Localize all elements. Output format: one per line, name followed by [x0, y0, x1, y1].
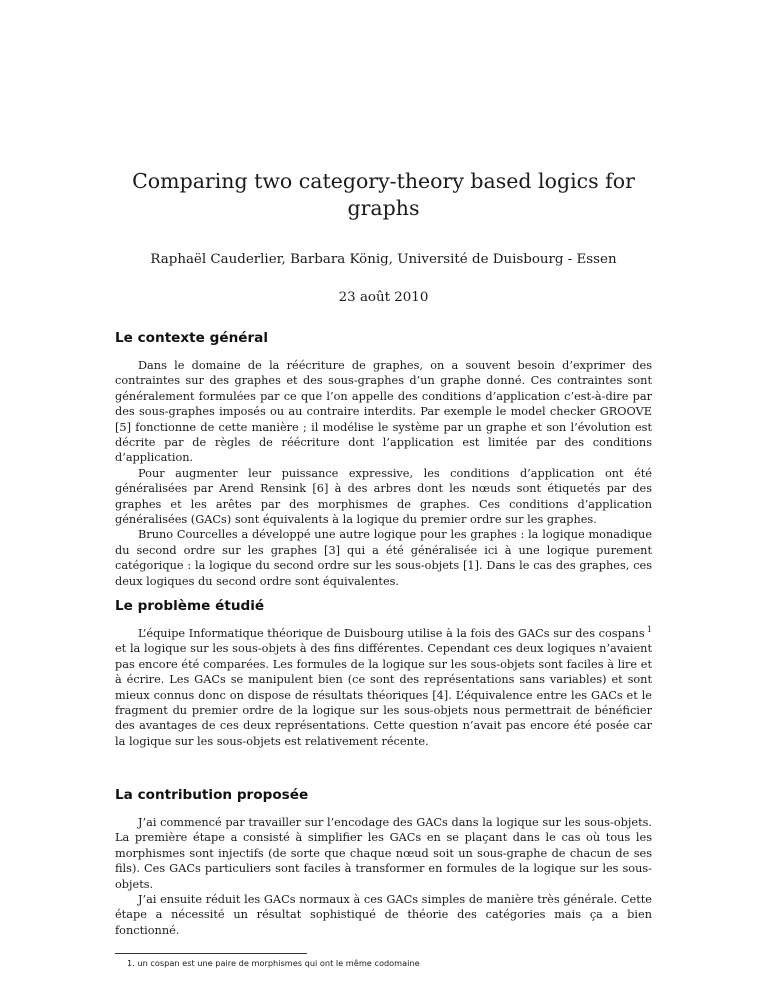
paragraph: J’ai commencé par travailler sur l’encodage des GACs dans la logique sur les sous-objets. La première étape a consisté à simplifier les GACs en se plaçant dans le cas où tous les morphismes sont injectifs (de sorte que chaque nœud soit un sous-graphe de chacun de ses fils). Ces GACs particuliers sont faciles à transformer en formules de la logique sur les sous-objets.: [115, 816, 652, 891]
section-contexte: [115, 329, 652, 589]
footnote-rule: [115, 953, 307, 954]
paragraph: Dans le domaine de la réécriture de graphes, on a souvent besoin d’exprimer des contraintes sur des graphes et des sous-graphes d’un graphe donné. Ces contraintes sont généralement formulées par ce que l’on appelle des conditions d’application c’est-à-dire par des sous-graphes imposés ou au contraire interdits. Par exemple le model checker GROOVE [5] fonctionne de cette manière ; il modélise le système par un graphe et son l’évolution est décrite par de règles de réécriture dont l’application est limitée par des conditions d’application.: [115, 359, 652, 465]
paper-title: Comparing two category-theory based logics for graphs: [132, 169, 635, 220]
paper-date: 23 août 2010: [338, 290, 429, 305]
paper-authors: Raphaël Cauderlier, Barbara König, Université de Duisbourg - Essen: [150, 252, 617, 267]
section-heading: La contribution proposée: [115, 787, 309, 803]
paragraph: Bruno Courcelles a développé une autre logique pour les graphes : la logique monadique du second ordre sur les graphes [3] qui a été généralisée ici à une logique purement catégorique : la logique du second ordre sur les sous-objets [1]. Dans le cas des graphes, ces deux logiques du second ordre sont équivalentes.: [115, 528, 652, 588]
section-probleme: [115, 597, 652, 749]
section-contribution: [115, 786, 652, 938]
paragraph-text-before-note: L’équipe Informatique théorique de Duisbourg utilise à la fois des GACs sur des cospans: [138, 627, 645, 640]
footnote: 1. un cospan est une paire de morphismes qui ont le même codomaine: [127, 958, 420, 968]
section-heading: Le problème étudié: [115, 598, 265, 614]
footnote-marker[interactable]: 1: [646, 625, 652, 635]
section-heading: Le contexte général: [115, 330, 269, 346]
paragraph: Pour augmenter leur puissance expressive, les conditions d’application ont été généralisées par Arend Rensink [6] à des arbres dont les nœuds sont étiquetés par des graphes et les arêtes par des morphismes de graphes. Ces conditions d’application généralisées (GACs) sont équivalents à la logique du premier ordre sur les graphes.: [115, 466, 652, 527]
paragraph: J’ai ensuite réduit les GACs normaux à ces GACs simples de manière très générale. Cette étape a nécessité un résultat sophistiqué de théorie des catégories mais ça a bien fonctionné.: [115, 893, 652, 937]
paragraph: [115, 626, 652, 749]
paragraph-text-after-note: et la logique sur les sous-objets à des fins différentes. Cependant ces deux logiques n’avaient pas encore été comparées. Les formules de la logique sur les sous-objets sont faciles à lire et à écrire. Les GACs se manipulent bien (ce sont des représentations sans variables) et sont mieux connus donc on dispose de résultats théoriques [4]. L’équivalence entre les GACs et le fragment du premier ordre de la logique sur les sous-objets nous permettrait de bénéficier des avantages de ces deux représentations. Cette question n’avait pas encore été posée car la logique sur les sous-objets est relativement récente.: [115, 642, 652, 748]
